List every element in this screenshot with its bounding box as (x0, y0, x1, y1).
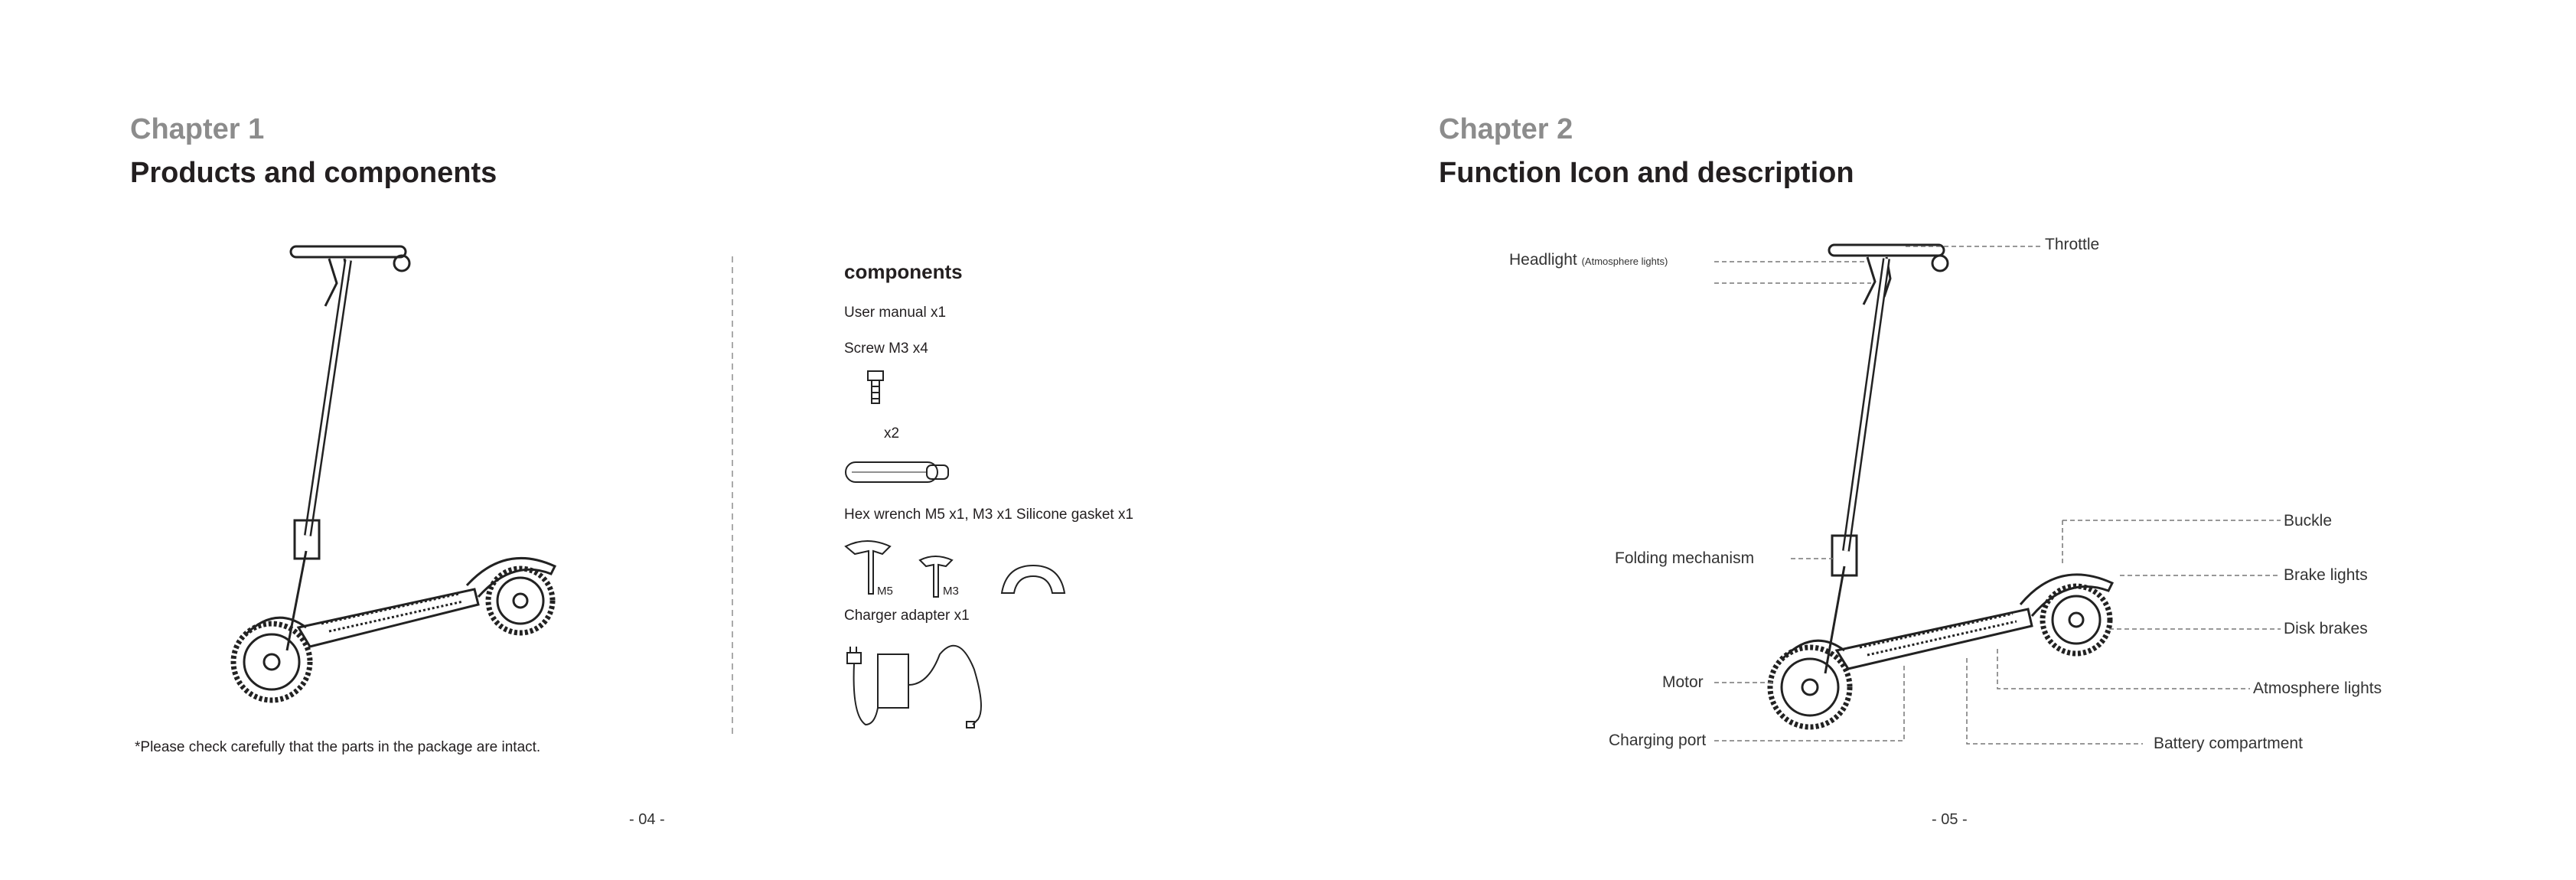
item-hex-wrench: Hex wrench M5 x1, M3 x1 Silicone gasket x1 (844, 507, 1134, 523)
chapter-1-label: Chapter 1 (130, 113, 265, 145)
label-buckle: Buckle (2284, 512, 2333, 530)
chapter-2-title: Function Icon and description (1439, 157, 1854, 189)
callout-lines (1714, 246, 2281, 744)
rear-wheel (488, 569, 553, 633)
label-headlight-text: Headlight (1509, 251, 1577, 269)
handlebar (291, 246, 406, 257)
rod-icon (844, 459, 951, 485)
label-brake-lights: Brake lights (2284, 566, 2368, 584)
chapter-1-title: Products and components (130, 157, 497, 189)
chapter-2-label: Chapter 2 (1439, 113, 1573, 145)
charger-icon (844, 639, 1012, 731)
handlebar (1829, 245, 1944, 256)
components-heading: components (844, 260, 963, 283)
m3-label: M3 (943, 585, 959, 598)
item-x2: x2 (884, 425, 900, 442)
label-motor: Motor (1662, 673, 1704, 691)
label-disk-brakes: Disk brakes (2284, 620, 2368, 637)
silicone-gasket-icon (999, 562, 1068, 597)
label-folding-mechanism: Folding mechanism (1615, 549, 1755, 567)
page-divider (731, 256, 734, 738)
label-headlight (1509, 251, 1668, 269)
label-battery-compartment: Battery compartment (2154, 735, 2303, 752)
scooter-diagram (1714, 230, 2173, 750)
label-atmosphere-lights: Atmosphere lights (2253, 680, 2382, 697)
screw-icon (866, 370, 885, 406)
page-number-left: - 04 - (629, 811, 665, 828)
item-user-manual: User manual x1 (844, 305, 947, 321)
front-wheel (1770, 647, 1850, 727)
label-headlight-sub: (Atmosphere lights) (1581, 256, 1668, 267)
page-number-right: - 05 - (1932, 811, 1968, 828)
label-charging-port: Charging port (1609, 732, 1707, 749)
item-charger-adapter: Charger adapter x1 (844, 608, 970, 624)
scooter-illustration (214, 237, 582, 704)
front-wheel (233, 624, 310, 700)
m5-label: M5 (877, 585, 893, 598)
item-screw: Screw M3 x4 (844, 341, 928, 357)
label-throttle: Throttle (2045, 236, 2100, 253)
package-note: *Please check carefully that the parts in the package are intact. (135, 739, 541, 755)
